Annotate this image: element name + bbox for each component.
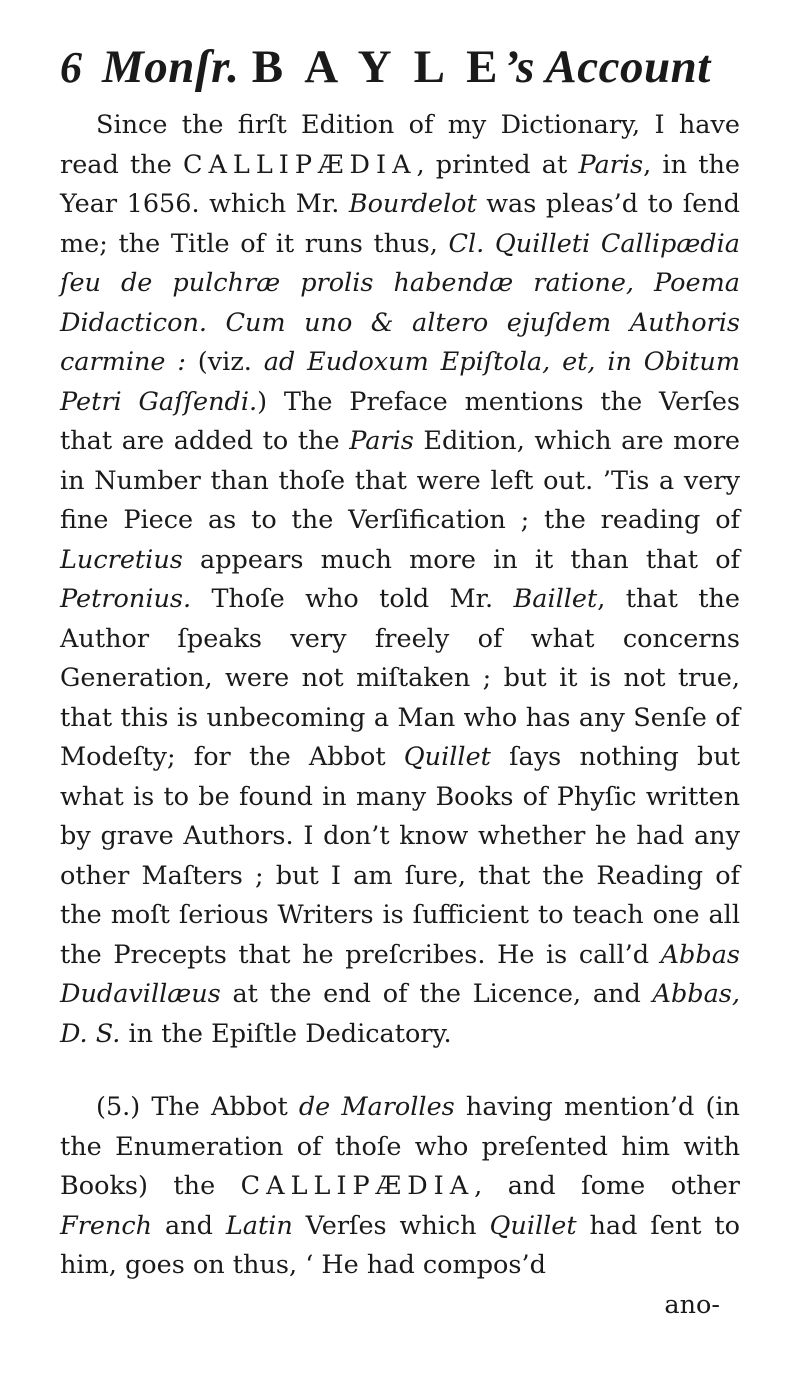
text-run: ) The Preface mentions the Verſes that are added to the bbox=[60, 386, 740, 456]
latin-title: Cl. Quilleti Callipædia ſeu de pulchræ prolis habendæ ratione, Poema Didacticon. Cum uno & altero ejuſdem Authoris carmine : bbox=[60, 228, 740, 377]
page-number: 6 bbox=[60, 43, 82, 92]
text-run: Edition, which are more in Number than thoſe that were left out. ’Tis a very fine Piece as to the Verſification ; the reading of bbox=[60, 426, 740, 535]
italic-term: Paris bbox=[349, 426, 414, 456]
text-run: had ſent to him, goes on thus, ‘ He had compos’d bbox=[60, 1210, 740, 1280]
italic-term: French bbox=[60, 1210, 153, 1241]
latin-subtitle: ad Eudoxum Epiſtola, et, in Obitum Petri Gaſſendi. bbox=[60, 347, 741, 417]
text-run: , in the Year 1656. which Mr. bbox=[60, 149, 740, 219]
italic-term: Paris bbox=[578, 149, 644, 180]
text-run: having mention’d (in the Enumeration of thoſe who preſented him with Books) the bbox=[60, 1092, 740, 1201]
callipaedia-title: CALLIPÆDIA bbox=[183, 149, 417, 180]
text-run: in the Epiſtle Dedicatory. bbox=[120, 1018, 452, 1049]
text-run: appears much more in it than that of bbox=[182, 544, 740, 575]
text-run: (5.) The Abbot bbox=[96, 1092, 299, 1122]
text-run: (viz. bbox=[185, 347, 264, 377]
text-run: , that the Author ſpeaks very freely of what concerns Generation, were not miſtaken ; but it is not true, that this is unbecoming a Man who has any Senſe of Modeſty; for the Abbot bbox=[60, 584, 740, 772]
running-head bbox=[60, 40, 740, 94]
text-run: Thoſe who told Mr. bbox=[191, 584, 514, 614]
running-title-part2: B A Y L E bbox=[251, 41, 504, 93]
italic-term: de Marolles bbox=[298, 1092, 455, 1122]
italic-term: Quillet bbox=[489, 1210, 577, 1241]
running-title bbox=[102, 40, 711, 94]
italic-term: Quillet bbox=[403, 742, 491, 772]
italic-term: Petronius. bbox=[60, 584, 192, 614]
text-run: Since the firſt Edition of my Dictionary, I have read the bbox=[60, 110, 740, 180]
italic-term: Abbas, D. S. bbox=[60, 979, 740, 1049]
italic-term: Lucretius bbox=[60, 544, 183, 575]
running-title-part3: ’s Account bbox=[503, 41, 711, 93]
italic-term: Bourdelot bbox=[348, 189, 477, 219]
running-title-part1: Monſr. bbox=[102, 41, 240, 93]
paragraph-1 bbox=[60, 106, 740, 1054]
text-run: Verſes which bbox=[292, 1210, 490, 1241]
text-run: and bbox=[152, 1210, 226, 1241]
text-run: was pleas’d to ſend me; the Title of it runs thus, bbox=[60, 189, 740, 259]
text-run: , printed at bbox=[416, 149, 579, 180]
callipaedia-title: CALLIPÆDIA bbox=[240, 1171, 475, 1201]
italic-term: Baillet bbox=[513, 584, 598, 614]
italic-term: Abbas Dudavillæus bbox=[60, 939, 740, 1009]
body-text bbox=[60, 106, 740, 1325]
catchword: ano- bbox=[664, 1289, 720, 1320]
text-run: ſays nothing but what is to be found in many Books of Phyſic written by grave Authors. I don’t know whether he had any other Maſters ; but I am ſure, that the Reading of the moſt ſerious Writers is ſufficient to teach one all the Precepts that he preſcribes. He is call’d bbox=[60, 742, 741, 970]
paragraph-2 bbox=[60, 1088, 740, 1286]
text-run: , and ſome other bbox=[474, 1171, 740, 1201]
text-run: at the end of the Licence, and bbox=[220, 979, 653, 1009]
italic-term: Latin bbox=[225, 1210, 293, 1241]
